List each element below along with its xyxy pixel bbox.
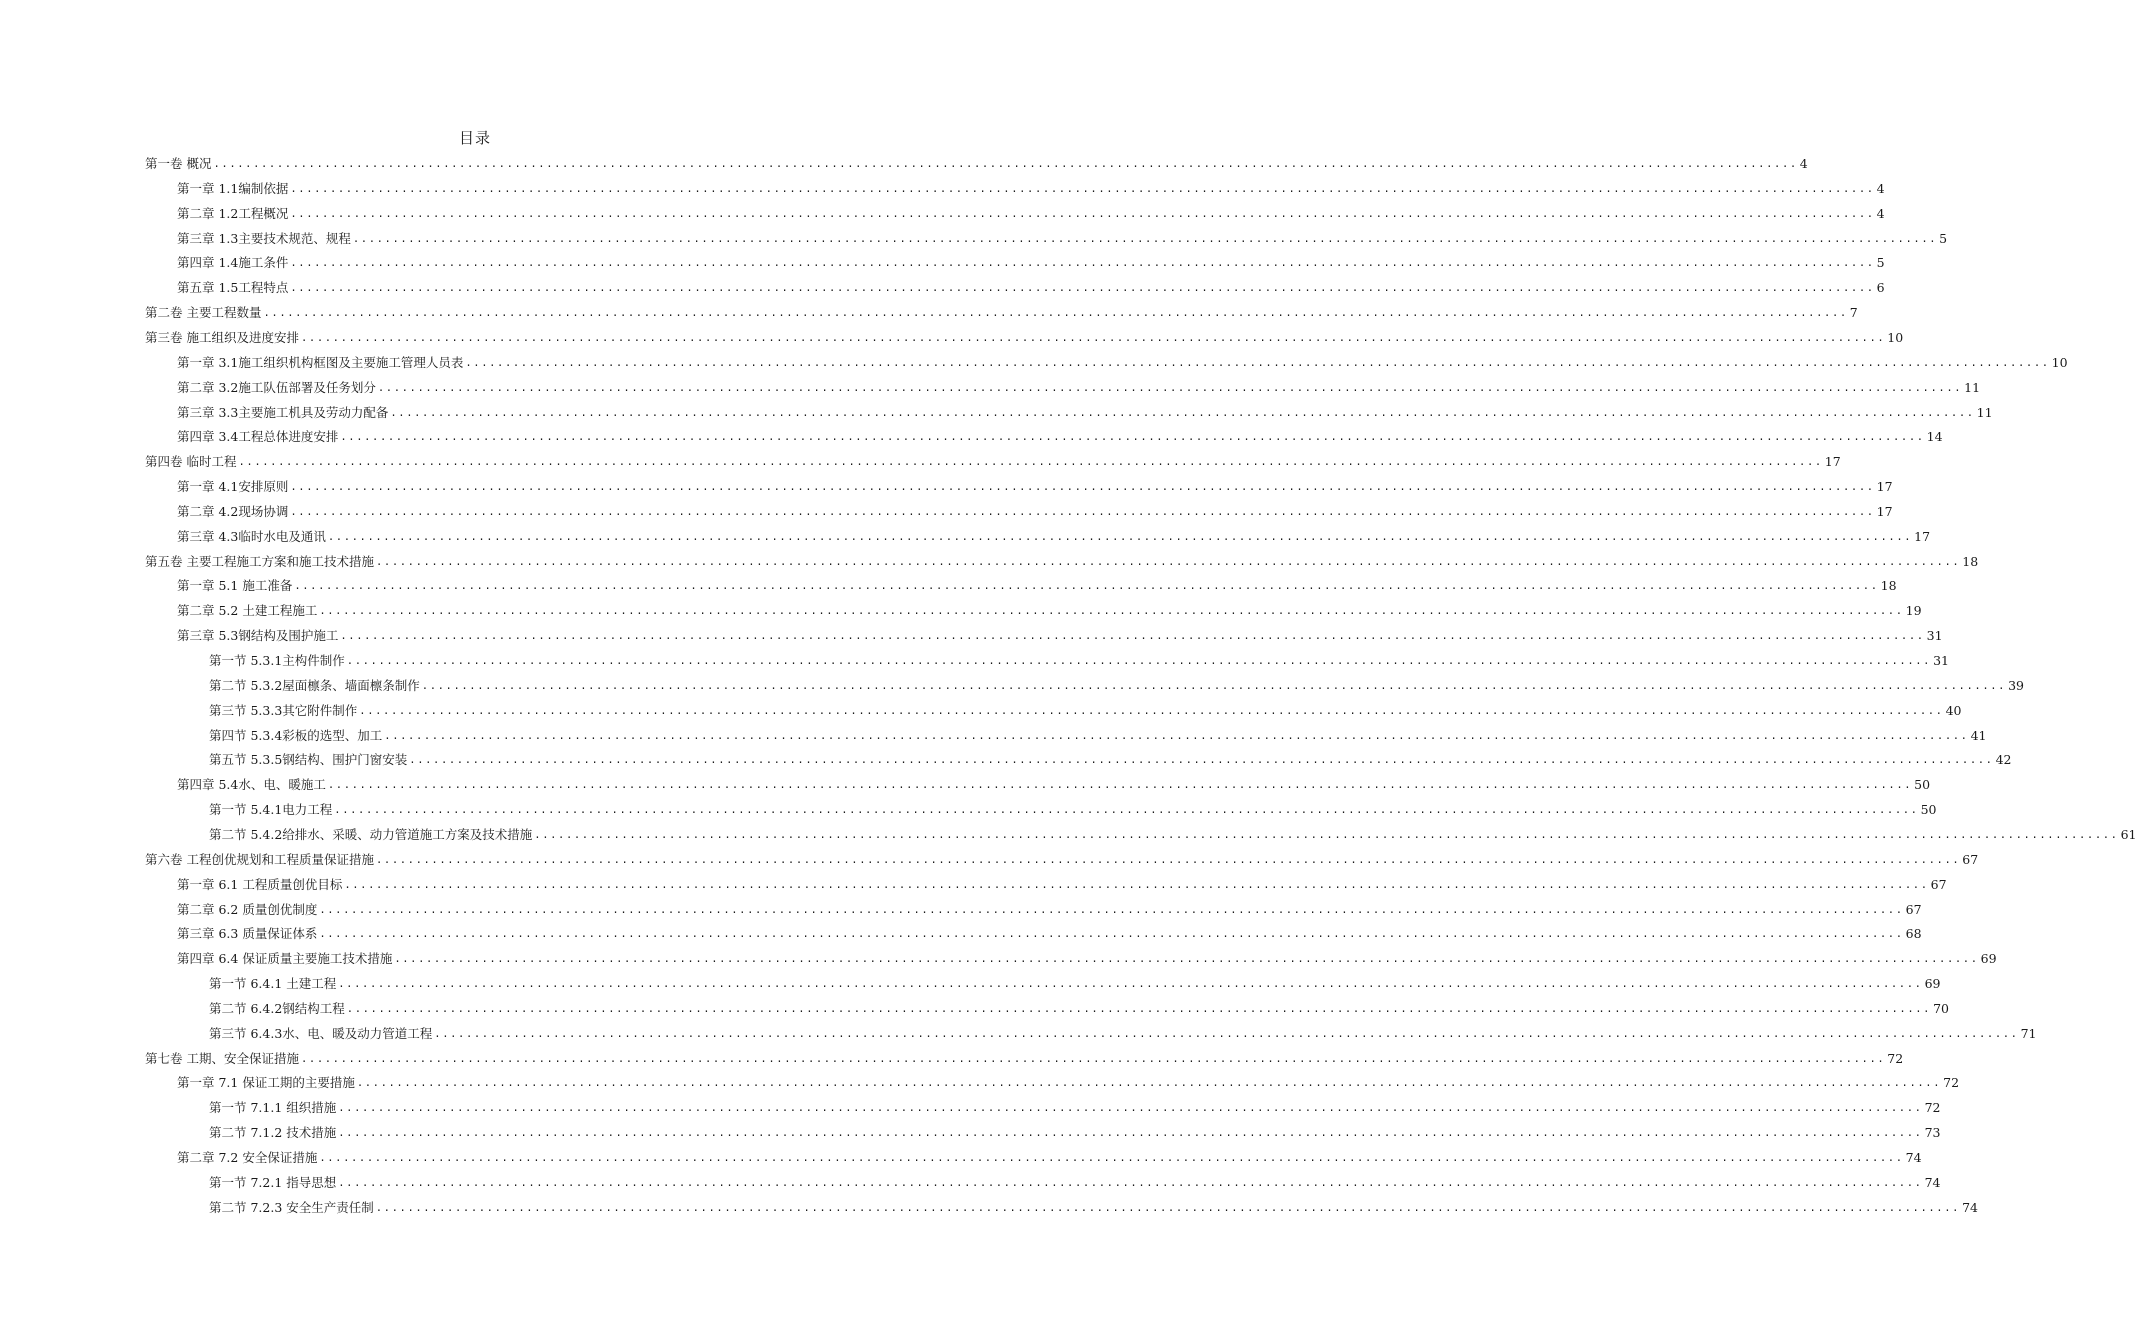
toc-entry-label: 第二章 7.2 安全保证措施 (177, 1150, 318, 1165)
toc-entry-label: 第三卷 施工组织及进度安排 (145, 329, 299, 345)
toc-dot-leader: ........................................................................................................................................................................................................ (465, 356, 2050, 369)
toc-entry[interactable] (177, 898, 1922, 918)
toc-entry-label: 第二章 4.2现场协调 (177, 503, 289, 519)
toc-entry[interactable] (177, 276, 1885, 296)
toc-entry-page-number: 69 (1980, 951, 1997, 967)
toc-dot-leader: ........................................................................................................................................................................................................ (319, 605, 1904, 618)
toc-title: 目录 (458, 129, 491, 147)
toc-entry[interactable] (177, 1071, 1960, 1091)
toc-entry-label: 第一章 4.1安排原则 (177, 479, 289, 495)
toc-entry[interactable] (177, 873, 1947, 893)
toc-entry-label: 第一节 5.4.1电力工程 (209, 802, 333, 818)
toc-entry-page-number: 18 (1962, 553, 1979, 569)
toc-entry-label: 第三章 1.3主要技术规范、规程 (177, 230, 351, 246)
toc-entry-page-number: 4 (1799, 156, 1808, 171)
toc-entry-page-number: 31 (1933, 653, 1949, 668)
toc-entry-page-number: 17 (1876, 479, 1893, 495)
toc-entry[interactable] (209, 748, 2012, 768)
toc-dot-leader: ........................................................................................................................................................................................................ (352, 232, 1938, 245)
toc-entry[interactable] (209, 1196, 1978, 1216)
toc-dot-leader: ........................................................................................................................................................................................................ (213, 158, 1798, 170)
toc-entry[interactable] (145, 550, 1979, 570)
toc-entry-label: 第二章 1.2工程概况 (177, 205, 289, 221)
toc-dot-leader: ........................................................................................................................................................................................................ (327, 779, 1913, 792)
toc-entry-label: 第四章 5.4水、电、暖施工 (177, 777, 326, 793)
toc-dot-leader: ........................................................................................................................................................................................................ (384, 729, 1969, 742)
toc-entry-label: 第一章 7.1 保证工期的主要措施 (177, 1075, 355, 1091)
toc-dot-leader: ........................................................................................................................................................................................................ (290, 481, 1875, 494)
toc-entry-page-number: 67 (1905, 901, 1922, 917)
toc-entry[interactable] (177, 922, 1922, 942)
toc-dot-leader: ........................................................................................................................................................................................................ (338, 1102, 1923, 1115)
toc-entry[interactable] (177, 624, 1943, 644)
toc-entry[interactable] (145, 301, 1858, 321)
toc-entry[interactable] (145, 152, 1808, 172)
toc-dot-leader: ........................................................................................................................................................................................................ (319, 928, 1904, 941)
toc-entry[interactable] (177, 401, 1993, 421)
toc-dot-leader: ........................................................................................................................................................................................................ (338, 1127, 1923, 1140)
toc-dot-leader: ........................................................................................................................................................................................................ (409, 754, 1994, 767)
toc-entry-label: 第五章 1.5工程特点 (177, 280, 289, 296)
toc-entry-page-number: 5 (1939, 230, 1948, 246)
toc-entry[interactable] (145, 450, 1841, 470)
toc-dot-leader: ........................................................................................................................................................................................................ (338, 1176, 1923, 1189)
toc-entry[interactable] (177, 500, 1893, 520)
toc-entry-page-number: 14 (1926, 429, 1943, 445)
toc-entry[interactable] (177, 227, 1948, 247)
toc-entry-label: 第三章 3.3主要施工机具及劳动力配备 (177, 404, 389, 420)
toc-entry-page-number: 67 (1930, 876, 1947, 892)
toc-entry-page-number: 10 (2051, 354, 2068, 370)
toc-entry-page-number: 72 (1887, 1050, 1904, 1066)
toc-entry-label: 第二节 7.2.3 安全生产责任制 (209, 1199, 374, 1215)
toc-entry-page-number: 71 (2020, 1025, 2037, 1041)
toc-entry-page-number: 40 (1945, 702, 1962, 718)
toc-dot-leader: ........................................................................................................................................................................................................ (340, 431, 1925, 444)
toc-dot-leader: ........................................................................................................................................................................................................ (319, 1152, 1904, 1164)
toc-entry[interactable] (209, 1096, 1941, 1116)
toc-entry-label: 第三节 5.3.3其它附件制作 (209, 702, 358, 718)
toc-entry-page-number: 61 (2120, 826, 2137, 842)
toc-entry-label: 第三章 6.3 质量保证体系 (177, 926, 318, 942)
toc-entry-page-number: 4 (1876, 180, 1885, 196)
toc-dot-leader: ........................................................................................................................................................................................................ (356, 1077, 1942, 1090)
toc-entry[interactable] (209, 699, 1962, 719)
toc-entry-label: 第二节 6.4.2钢结构工程 (209, 1000, 345, 1016)
toc-entry-page-number: 72 (1924, 1100, 1941, 1116)
toc-entry-page-number: 17 (1876, 503, 1893, 519)
toc-dot-leader: ........................................................................................................................................................................................................ (359, 704, 1944, 717)
toc-entry-page-number: 5 (1876, 255, 1885, 271)
toc-entry-label: 第二章 3.2施工队伍部署及任务划分 (177, 379, 376, 395)
toc-entry-label: 第一节 7.1.1 组织措施 (209, 1100, 337, 1116)
toc-entry[interactable] (177, 773, 1931, 793)
toc-entry-page-number: 69 (1924, 976, 1941, 992)
toc-entry[interactable] (177, 599, 1922, 619)
toc-entry-label: 第一卷 概况 (145, 156, 212, 171)
toc-entry[interactable] (177, 202, 1885, 222)
toc-entry[interactable] (177, 376, 1981, 396)
toc-entry-label: 第一章 1.1编制依据 (177, 180, 289, 196)
toc-entry-page-number: 74 (1924, 1174, 1941, 1190)
toc-entry-page-number: 50 (1914, 777, 1931, 793)
toc-dot-leader: ........................................................................................................................................................................................................ (319, 903, 1904, 916)
toc-entry-label: 第二节 5.4.2给排水、采暖、动力管道施工方案及技术措施 (209, 826, 533, 842)
toc-dot-leader: ........................................................................................................................................................................................................ (375, 853, 1961, 866)
toc-entry-page-number: 6 (1876, 280, 1885, 296)
toc-entry-page-number: 42 (1995, 752, 2012, 768)
toc-entry[interactable] (177, 525, 1931, 545)
toc-dot-leader: ........................................................................................................................................................................................................ (238, 456, 1823, 469)
toc-entry-label: 第六卷 工程创优规划和工程质量保证措施 (145, 851, 374, 867)
toc-entry-label: 第二节 7.1.2 技术措施 (209, 1125, 337, 1141)
toc-dot-leader: ........................................................................................................................................................................................................ (421, 679, 2007, 692)
toc-entry[interactable] (145, 1047, 1904, 1067)
toc-dot-leader: ........................................................................................................................................................................................................ (290, 207, 1875, 220)
toc-dot-leader: ........................................................................................................................................................................................................ (334, 804, 1919, 817)
toc-entry-label: 第一章 5.1 施工准备 (177, 578, 293, 594)
toc-dot-leader: ........................................................................................................................................................................................................ (338, 978, 1923, 991)
toc-entry[interactable] (209, 1022, 2037, 1042)
toc-entry[interactable] (145, 326, 1904, 346)
toc-entry-label: 第一节 7.2.1 指导思想 (209, 1174, 337, 1190)
toc-entry-page-number: 70 (1933, 1000, 1949, 1016)
toc-entry-label: 第四章 3.4工程总体进度安排 (177, 429, 339, 445)
toc-dot-leader: ........................................................................................................................................................................................................ (346, 655, 1932, 667)
toc-entry[interactable] (177, 177, 1885, 197)
toc-entry-page-number: 19 (1905, 603, 1922, 619)
toc-dot-leader: ........................................................................................................................................................................................................ (327, 530, 1913, 543)
toc-dot-leader: ........................................................................................................................................................................................................ (375, 555, 1961, 568)
toc-entry[interactable] (209, 798, 1937, 818)
toc-dot-leader: ........................................................................................................................................................................................................ (263, 307, 1848, 320)
toc-entry[interactable] (209, 1121, 1941, 1141)
toc-dot-leader: ........................................................................................................................................................................................................ (290, 257, 1875, 270)
toc-dot-leader: ........................................................................................................................................................................................................ (434, 1027, 2019, 1040)
toc-entry-page-number: 17 (1824, 454, 1841, 470)
toc-dot-leader: ........................................................................................................................................................................................................ (340, 630, 1925, 643)
toc-dot-leader: ........................................................................................................................................................................................................ (390, 406, 1975, 419)
toc-entry-page-number: 11 (1976, 404, 1993, 420)
toc-entry-page-number: 7 (1849, 305, 1858, 321)
toc-entry-page-number: 73 (1924, 1125, 1941, 1141)
toc-entry-page-number: 72 (1943, 1075, 1960, 1091)
toc-entry-page-number: 68 (1905, 926, 1922, 942)
toc-entry[interactable] (145, 848, 1979, 868)
toc-entry-page-number: 18 (1880, 578, 1897, 594)
toc-dot-leader: ........................................................................................................................................................................................................ (394, 953, 1979, 966)
toc-entry[interactable] (209, 997, 1949, 1017)
toc-entry[interactable] (177, 947, 1997, 967)
toc-entry[interactable] (177, 351, 2068, 371)
toc-entry-label: 第二章 5.2 土建工程施工 (177, 603, 318, 619)
toc-entry-label: 第七卷 工期、安全保证措施 (145, 1050, 299, 1066)
toc-entry[interactable] (177, 1146, 1922, 1166)
toc-entry[interactable] (209, 1171, 1941, 1191)
toc-entry-label: 第五节 5.3.5钢结构、围护门窗安装 (209, 752, 408, 768)
toc-entry-page-number: 41 (1970, 727, 1987, 743)
toc-entry-label: 第一节 5.3.1主构件制作 (209, 653, 345, 668)
toc-entry-label: 第一节 6.4.1 土建工程 (209, 976, 337, 992)
toc-entry[interactable] (209, 972, 1941, 992)
toc-entry-page-number: 74 (1905, 1150, 1922, 1165)
toc-entry-page-number: 4 (1876, 205, 1885, 221)
toc-dot-leader: ........................................................................................................................................................................................................ (300, 331, 1886, 344)
toc-entry-page-number: 67 (1962, 851, 1979, 867)
toc-entry-page-number: 11 (1964, 379, 1981, 395)
toc-entry-label: 第一章 3.1施工组织机构框图及主要施工管理人员表 (177, 354, 464, 370)
toc-dot-leader: ........................................................................................................................................................................................................ (346, 1002, 1932, 1015)
toc-dot-leader: ........................................................................................................................................................................................................ (300, 1052, 1886, 1065)
toc-entry-label: 第二章 6.2 质量创优制度 (177, 901, 318, 917)
toc-dot-leader: ........................................................................................................................................................................................................ (290, 505, 1875, 518)
toc-entry[interactable] (209, 724, 1987, 744)
toc-dot-leader: ........................................................................................................................................................................................................ (290, 282, 1875, 295)
toc-dot-leader: ........................................................................................................................................................................................................ (290, 182, 1875, 195)
toc-dot-leader: ........................................................................................................................................................................................................ (534, 828, 2119, 841)
toc-entry-page-number: 50 (1920, 802, 1937, 818)
toc-entry-label: 第二卷 主要工程数量 (145, 305, 262, 321)
toc-entry[interactable] (177, 251, 1885, 271)
toc-entry-label: 第三节 6.4.3水、电、暖及动力管道工程 (209, 1025, 433, 1041)
toc-entry-label: 第四章 1.4施工条件 (177, 255, 289, 271)
toc-dot-leader: ........................................................................................................................................................................................................ (344, 878, 1929, 891)
toc-dot-leader: ........................................................................................................................................................................................................ (377, 381, 1963, 394)
toc-dot-leader: ........................................................................................................................................................................................................ (294, 580, 1879, 593)
toc-entry-page-number: 74 (1962, 1199, 1978, 1215)
toc-entry-page-number: 31 (1926, 628, 1943, 644)
toc-entry-label: 第五卷 主要工程施工方案和施工技术措施 (145, 553, 374, 569)
toc-entry-label: 第三章 5.3钢结构及围护施工 (177, 628, 339, 644)
toc-entry-label: 第四节 5.3.4彩板的选型、加工 (209, 727, 383, 743)
toc-entry-label: 第三章 4.3临时水电及通讯 (177, 528, 326, 544)
toc-entry-label: 第四卷 临时工程 (145, 454, 237, 470)
toc-entry-page-number: 17 (1914, 528, 1931, 544)
toc-entry[interactable] (209, 674, 2024, 694)
toc-entry[interactable] (177, 574, 1897, 594)
toc-entry[interactable] (209, 823, 2137, 843)
toc-entry-label: 第四章 6.4 保证质量主要施工技术措施 (177, 951, 393, 967)
toc-entry-label: 第一章 6.1 工程质量创优目标 (177, 876, 343, 892)
toc-entry[interactable] (177, 425, 1943, 445)
toc-entry[interactable] (177, 475, 1893, 495)
toc-entry[interactable] (209, 649, 1949, 669)
toc-entry-page-number: 39 (2008, 677, 2024, 693)
toc-entry-label: 第二节 5.3.2屋面檩条、墙面檩条制作 (209, 677, 420, 693)
toc-dot-leader: ........................................................................................................................................................................................................ (375, 1201, 1961, 1214)
toc-entry-page-number: 10 (1887, 329, 1904, 345)
